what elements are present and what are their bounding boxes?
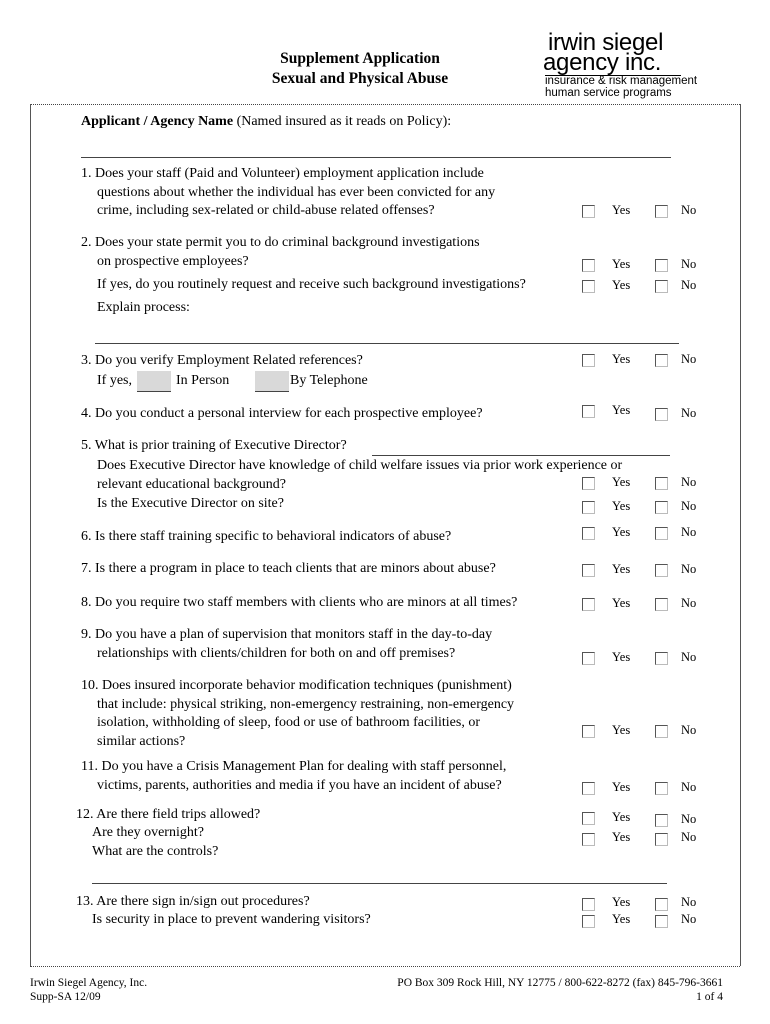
question-2: 2. Does your state permit you to do criminal background investigations on prospective employees?	[81, 235, 480, 269]
question-11: 11. Do you have a Crisis Management Plan for dealing with staff personnel, victims, parents, authorities and media if you have an incident of abuse?	[81, 759, 507, 793]
question-12c: What are the controls?	[92, 844, 219, 859]
q13-no-label: No	[681, 895, 697, 909]
question-5: 5. What is prior training of Executive Director?	[81, 438, 347, 453]
q7-no-checkbox[interactable]	[655, 564, 668, 577]
q12b-yes-checkbox[interactable]	[582, 833, 595, 846]
footer-company: Irwin Siegel Agency, Inc.	[30, 977, 148, 989]
q3-in-person-label: In Person	[176, 373, 230, 388]
q3-by-telephone-label: By Telephone	[290, 373, 368, 388]
q4-no-label: No	[681, 406, 697, 420]
applicant-name-field[interactable]	[81, 157, 671, 158]
q11-yes-checkbox[interactable]	[582, 782, 595, 795]
question-6: 6. Is there staff training specific to behavioral indicators of abuse?	[81, 529, 452, 544]
footer-right	[397, 976, 723, 1004]
left-border	[30, 104, 31, 966]
question-2b: If yes, do you routinely request and receive such background investigations?	[97, 277, 526, 292]
q9-yes-label: Yes	[612, 650, 631, 664]
question-12: 12. Are there field trips allowed?	[76, 807, 261, 822]
q5b-no-label: No	[681, 475, 697, 489]
q3-by-telephone-blank[interactable]	[255, 371, 289, 392]
q12-no-checkbox[interactable]	[655, 814, 668, 827]
q5b-no-checkbox[interactable]	[655, 477, 668, 490]
q10-no-checkbox[interactable]	[655, 725, 668, 738]
q6-yes-checkbox[interactable]	[582, 527, 595, 540]
q2-no-label: No	[681, 257, 697, 271]
q2b-yes-label: Yes	[612, 278, 631, 292]
question-4: 4. Do you conduct a personal interview for each prospective employee?	[81, 406, 483, 421]
q10-no-label: No	[681, 723, 697, 737]
q13b-no-label: No	[681, 912, 697, 926]
q8-yes-label: Yes	[612, 596, 631, 610]
logo-line-4: human service programs	[545, 87, 672, 99]
q12b-yes-label: Yes	[612, 830, 631, 844]
q13b-yes-checkbox[interactable]	[582, 915, 595, 928]
question-1: 1. Does your staff (Paid and Volunteer) employment application include questions about whether the individual has ever been convicted for any crime, including sex-related or child-abuse related offenses?	[81, 166, 496, 218]
q4-yes-label: Yes	[612, 403, 631, 417]
q6-no-label: No	[681, 525, 697, 539]
q12-yes-checkbox[interactable]	[582, 812, 595, 825]
q1-no-label: No	[681, 203, 697, 217]
q9-no-label: No	[681, 650, 697, 664]
q8-no-checkbox[interactable]	[655, 598, 668, 611]
bottom-divider	[30, 966, 740, 967]
q2b-no-checkbox[interactable]	[655, 280, 668, 293]
question-8: 8. Do you require two staff members with clients who are minors at all times?	[81, 595, 518, 610]
question-5b: Does Executive Director have knowledge of child welfare issues via prior work experience or relevant educational background?	[97, 458, 623, 492]
logo-line-1: irwin siegel	[548, 29, 664, 56]
q13-no-checkbox[interactable]	[655, 898, 668, 911]
q8-no-label: No	[681, 596, 697, 610]
form-subtitle: Sexual and Physical Abuse	[271, 70, 449, 87]
q3-yes-checkbox[interactable]	[582, 354, 595, 367]
q1-yes-label: Yes	[612, 203, 631, 217]
q8-yes-checkbox[interactable]	[582, 598, 595, 611]
q1-yes-checkbox[interactable]	[582, 205, 595, 218]
footer-page-number: 1 of 4	[696, 991, 723, 1003]
q5c-no-label: No	[681, 499, 697, 513]
q10-yes-label: Yes	[612, 723, 631, 737]
q11-no-checkbox[interactable]	[655, 782, 668, 795]
q3-in-person-blank[interactable]	[137, 371, 171, 392]
question-9: 9. Do you have a plan of supervision that monitors staff in the day-to-day relationships with clients/children for both on and off premises?	[81, 627, 493, 661]
q4-yes-checkbox[interactable]	[582, 405, 595, 418]
question-10: 10. Does insured incorporate behavior modification techniques (punishment) that include: physical striking, non-emergency restraining, non-emergency isolation, withholding of sleep, food or use of bathroom facilities, or similar actions?	[81, 678, 515, 749]
q7-no-label: No	[681, 562, 697, 576]
q2-yes-label: Yes	[612, 257, 631, 271]
footer-left	[30, 976, 147, 1004]
footer-address: PO Box 309 Rock Hill, NY 12775 / 800-622-8272 (fax) 845-796-3661	[397, 977, 723, 989]
q5c-yes-checkbox[interactable]	[582, 501, 595, 514]
question-5c: Is the Executive Director on site?	[97, 496, 284, 511]
q13b-yes-label: Yes	[612, 912, 631, 926]
q12-no-label: No	[681, 812, 697, 826]
applicant-name-label: Applicant / Agency Name (Named insured as it reads on Policy):	[81, 114, 452, 129]
q9-yes-checkbox[interactable]	[582, 652, 595, 665]
q3-yes-label: Yes	[612, 352, 631, 366]
q9-no-checkbox[interactable]	[655, 652, 668, 665]
q12-controls-field[interactable]	[92, 883, 667, 884]
q3-no-label: No	[681, 352, 697, 366]
q11-no-label: No	[681, 780, 697, 794]
q6-no-checkbox[interactable]	[655, 527, 668, 540]
footer-form-code: Supp-SA 12/09	[30, 991, 101, 1003]
form-title: Supplement Application	[280, 50, 440, 67]
q2-explain-field[interactable]	[95, 343, 679, 344]
q5c-no-checkbox[interactable]	[655, 501, 668, 514]
q5b-yes-label: Yes	[612, 475, 631, 489]
q1-no-checkbox[interactable]	[655, 205, 668, 218]
q12-yes-label: Yes	[612, 810, 631, 824]
question-13b: Is security in place to prevent wandering visitors?	[92, 912, 371, 927]
q6-yes-label: Yes	[612, 525, 631, 539]
q2b-yes-checkbox[interactable]	[582, 280, 595, 293]
q5c-yes-label: Yes	[612, 499, 631, 513]
logo-line-3: insurance & risk management	[545, 75, 698, 87]
q3-no-checkbox[interactable]	[655, 354, 668, 367]
q13-yes-label: Yes	[612, 895, 631, 909]
q2b-no-label: No	[681, 278, 697, 292]
q11-yes-label: Yes	[612, 780, 631, 794]
logo-line-2: agency inc.	[543, 49, 662, 76]
q5b-yes-checkbox[interactable]	[582, 477, 595, 490]
q2-yes-checkbox[interactable]	[582, 259, 595, 272]
q5-training-field[interactable]	[372, 455, 670, 456]
q12b-no-checkbox[interactable]	[655, 833, 668, 846]
q7-yes-label: Yes	[612, 562, 631, 576]
question-12b: Are they overnight?	[92, 825, 204, 840]
question-3: 3. Do you verify Employment Related references?	[81, 353, 363, 368]
q10-yes-checkbox[interactable]	[582, 725, 595, 738]
question-7: 7. Is there a program in place to teach clients that are minors about abuse?	[81, 561, 496, 576]
q13b-no-checkbox[interactable]	[655, 915, 668, 928]
q3-if-yes-label: If yes,	[97, 373, 132, 388]
right-border	[740, 104, 741, 966]
q4-no-checkbox[interactable]	[655, 408, 668, 421]
question-2c: Explain process:	[97, 300, 190, 315]
q13-yes-checkbox[interactable]	[582, 898, 595, 911]
q12b-no-label: No	[681, 830, 697, 844]
q2-no-checkbox[interactable]	[655, 259, 668, 272]
top-divider	[30, 104, 740, 105]
q7-yes-checkbox[interactable]	[582, 564, 595, 577]
question-13: 13. Are there sign in/sign out procedures?	[76, 894, 310, 909]
